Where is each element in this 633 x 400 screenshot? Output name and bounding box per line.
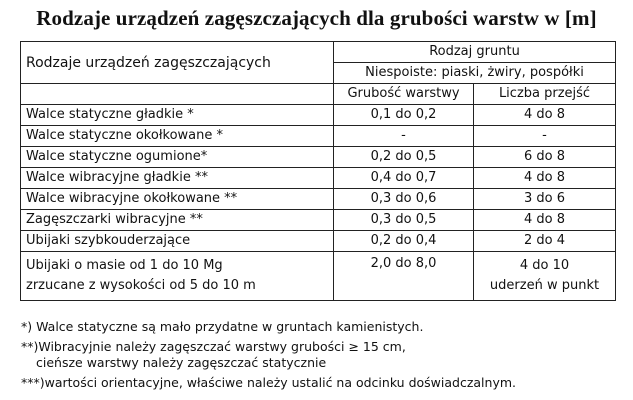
thickness-cell: 0,2 do 0,5 [334,147,474,168]
thickness-cell: - [334,126,474,147]
passes-line: uderzeń w punkt [489,278,600,293]
header-empty-cell [21,84,334,105]
device-cell: Walce wibracyjne okołkowane ** [21,189,334,210]
table-row [21,189,616,210]
page-title: Rodzaje urządzeń zagęszczających dla grubości warstw w [m] [36,6,597,30]
header-soil-type: Rodzaj gruntu [334,42,616,63]
passes-cell: 4 do 8 [474,105,616,126]
thickness-cell: 0,3 do 0,5 [334,210,474,231]
table-row [21,231,616,252]
footnote-approximate-values: ***)wartości orientacyjne, właściwe należy ustalić na odcinku doświadczalnym. [21,375,516,390]
table-row [21,105,616,126]
thickness-cell: 2,0 do 8,0 [334,252,474,301]
device-cell: Walce wibracyjne gładkie ** [21,168,334,189]
device-cell: Walce statyczne okołkowane * [21,126,334,147]
device-cell: Walce statyczne gładkie * [21,105,334,126]
header-number-of-passes: Liczba przejść [474,84,616,105]
table-row [21,147,616,168]
passes-cell: - [474,126,616,147]
device-line: Ubijaki o masie od 1 do 10 Mg [26,258,223,273]
table-row [21,126,616,147]
footnote-static-rollers: *) Walce statyczne są mało przydatne w gruntach kamienistych. [21,319,424,334]
passes-cell: 2 do 4 [474,231,616,252]
passes-cell: 6 do 8 [474,147,616,168]
footnote-vibratory-continued: cieńsze warstwy należy zagęszczać statycznie [36,355,327,370]
device-cell [21,252,334,301]
device-line: zrzucane z wysokości od 5 do 10 m [26,278,256,293]
passes-cell: 3 do 6 [474,189,616,210]
passes-cell [474,252,616,301]
thickness-cell: 0,4 do 0,7 [334,168,474,189]
footnote-vibratory: **)Wibracyjnie należy zagęszczać warstwy grubości ≥ 15 cm, [21,339,406,354]
compaction-table [20,41,616,301]
device-cell: Walce statyczne ogumione* [21,147,334,168]
passes-cell: 4 do 8 [474,210,616,231]
header-soil-subtype: Niespoiste: piaski, żwiry, pospółki [334,63,616,84]
device-cell: Zagęszczarki wibracyjne ** [21,210,334,231]
thickness-cell: 0,3 do 0,6 [334,189,474,210]
header-layer-thickness: Grubość warstwy [334,84,474,105]
table-row [21,252,616,301]
thickness-cell: 0,1 do 0,2 [334,105,474,126]
passes-cell: 4 do 8 [474,168,616,189]
device-cell: Ubijaki szybkouderzające [21,231,334,252]
thickness-cell: 0,2 do 0,4 [334,231,474,252]
header-device-types: Rodzaje urządzeń zagęszczających [21,42,334,84]
table-row [21,210,616,231]
table-row [21,168,616,189]
passes-line: 4 do 10 [519,258,570,273]
